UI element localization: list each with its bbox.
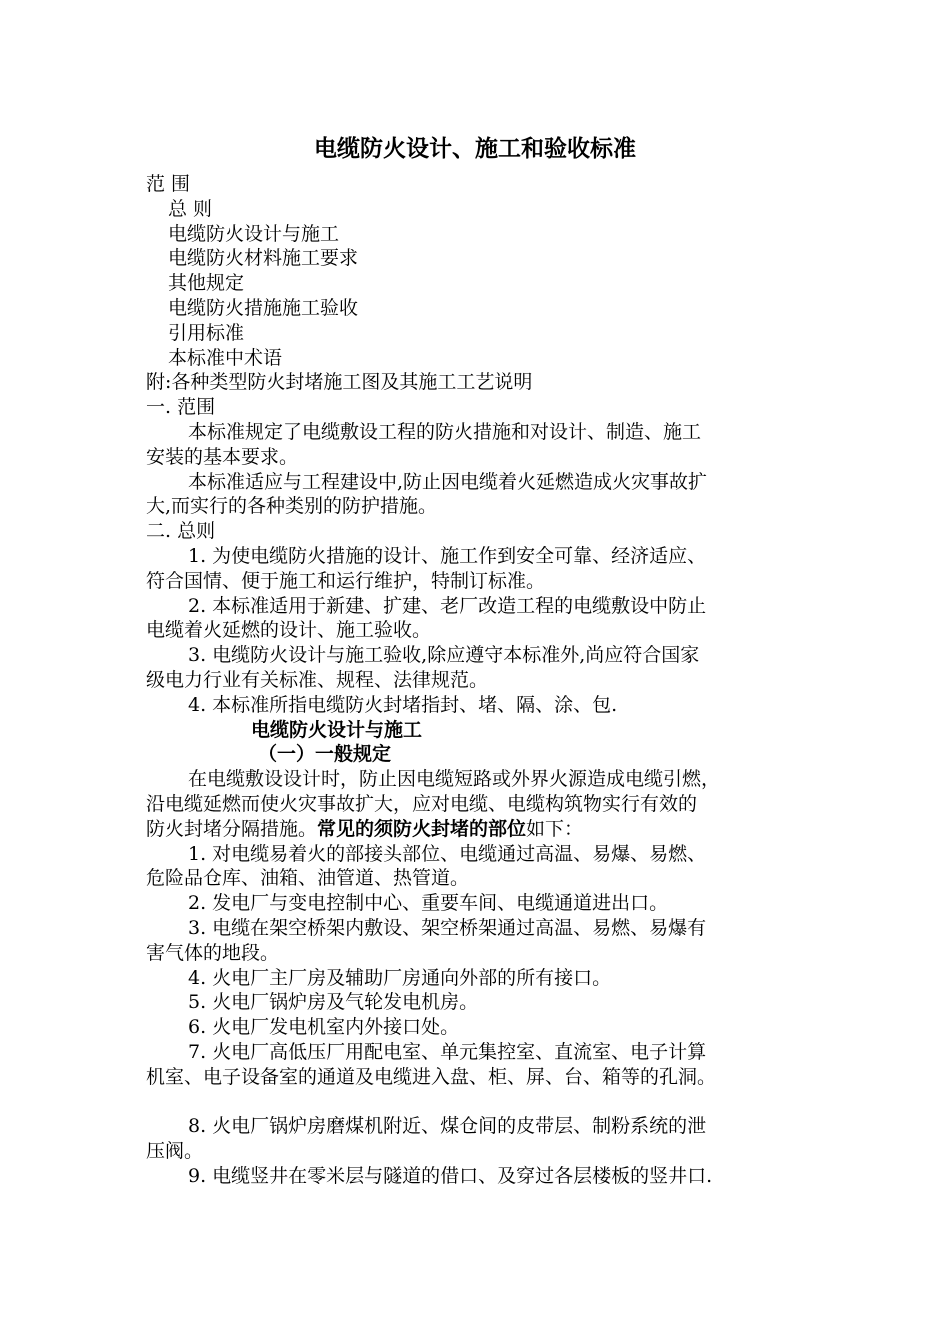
paragraph-line: 本标准适应与工程建设中,防止因电缆着火延燃造成火灾事故扩	[188, 470, 708, 493]
list-item-line: 8. 火电厂锅炉房磨煤机附近、煤仓间的皮带层、制粉系统的泄	[188, 1115, 707, 1138]
list-item-line: 7. 火电厂高低压厂用配电室、单元集控室、直流室、电子计算	[188, 1040, 707, 1063]
list-item-line: 2. 本标准适用于新建、扩建、老厂改造工程的电缆敷设中防止	[188, 594, 707, 617]
list-item-line: 电缆着火延燃的设计、施工验收。	[146, 619, 432, 642]
toc-item: 电缆防火措施施工验收	[168, 296, 359, 319]
document-body	[146, 172, 826, 1189]
toc-item: 其他规定	[168, 272, 245, 295]
list-item-line: 压阀。	[146, 1140, 204, 1163]
paragraph-line: 沿电缆延燃而使火灾事故扩大，应对电缆、电缆构筑物实行有效的	[146, 792, 698, 815]
list-item-line: 3. 电缆在架空桥架内敷设、架空桥架通过高温、易燃、易爆有	[188, 916, 707, 939]
section-heading: 一. 范围	[146, 396, 216, 419]
list-item-line: 3. 电缆防火设计与施工验收,除应遵守本标准外,尚应符合国家	[188, 644, 700, 667]
list-item-line: 危险品仓库、油箱、油管道、热管道。	[146, 867, 470, 890]
emphasis-text: 常见的须防火封堵的部位	[317, 817, 527, 840]
paragraph-text: 如下：	[526, 817, 584, 840]
list-item-line: 6. 火电厂发电机室内外接口处。	[188, 1016, 460, 1039]
list-item-line: 4. 火电厂主厂房及辅助厂房通向外部的所有接口。	[188, 966, 612, 989]
toc-item: 本标准中术语	[168, 346, 283, 369]
list-item-line: 机室、电子设备室的通道及电缆进入盘、柜、屏、台、箱等的孔洞。	[146, 1065, 717, 1088]
list-item-line: 4. 本标准所指电缆防火封堵指封、堵、隔、涂、包.	[188, 693, 618, 716]
list-item-line: 符合国情、便于施工和运行维护，特制订标准。	[146, 569, 546, 592]
paragraph-line	[146, 817, 826, 842]
blank-line	[146, 1089, 826, 1114]
toc-item: 总 则	[168, 197, 213, 220]
list-item-line: 5. 火电厂锅炉房及气轮发电机房。	[188, 991, 479, 1014]
section-heading: 二. 总则	[146, 520, 216, 543]
toc-item: 引用标准	[168, 321, 245, 344]
paragraph-line: 在电缆敷设设计时，防止因电缆短路或外界火源造成电缆引燃，	[188, 768, 721, 791]
list-item-line: 1. 对电缆易着火的部接头部位、电缆通过高温、易爆、易燃、	[188, 842, 707, 865]
paragraph-line: 大,而实行的各种类别的防护措施。	[146, 495, 438, 518]
paragraph-line: 安装的基本要求。	[146, 445, 299, 468]
toc-range: 范 围	[146, 173, 191, 195]
list-item-line: 级电力行业有关标准、规程、法律规范。	[146, 668, 489, 691]
list-item-line: 1. 为使电缆防火措施的设计、施工作到安全可靠、经济适应、	[188, 544, 707, 567]
list-item-line: 2. 发电厂与变电控制中心、重要车间、电缆通道进出口。	[188, 892, 669, 915]
document-title: 电缆防火设计、施工和验收标准	[314, 135, 636, 162]
toc-item: 电缆防火材料施工要求	[168, 247, 359, 270]
paragraph-text: 防火封堵分隔措施。	[146, 817, 318, 840]
list-item-line: 害气体的地段。	[146, 941, 280, 964]
toc-appendix: 附:各种类型防火封堵施工图及其施工工艺说明	[146, 371, 533, 394]
paragraph-line: 本标准规定了电缆敷设工程的防火措施和对设计、制造、施工	[188, 420, 702, 443]
toc-item: 电缆防火设计与施工	[168, 222, 340, 245]
list-item-line: 9. 电缆竖井在零米层与隧道的借口、及穿过各层楼板的竖井口.	[188, 1164, 713, 1187]
subsection-heading: （一）一般规定	[258, 743, 392, 766]
section-heading: 电缆防火设计与施工	[251, 718, 423, 741]
